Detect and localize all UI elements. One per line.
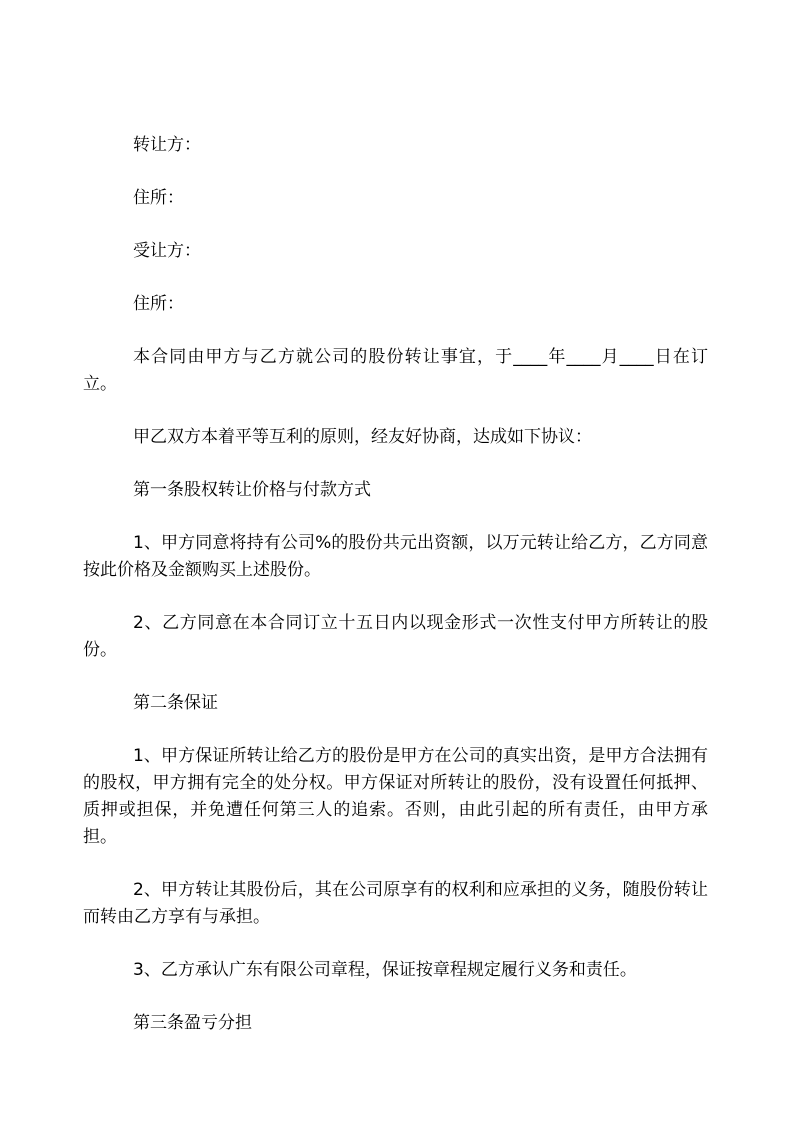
article-1-clause-1: 1、甲方同意将持有公司%的股份共元出资额，以万元转让给乙方，乙方同意按此价格及金额购买上述股份。: [83, 533, 708, 580]
transferor-label-line: 转让方：: [133, 135, 201, 155]
contract-intro-line: 本合同由甲方与乙方就公司的股份转让事宜，于____年____月____日在订立。: [83, 347, 708, 394]
article-2-heading: 第二条保证: [133, 693, 218, 713]
transferee-address-line: 住所：: [133, 294, 184, 314]
article-3-heading: 第三条盈亏分担: [133, 1013, 252, 1033]
agreement-preamble-line: 甲乙双方本着平等互利的原则，经友好协商，达成如下协议：: [133, 427, 592, 447]
article-2-clause-1: 1、甲方保证所转让给乙方的股份是甲方在公司的真实出资，是甲方合法拥有的股权，甲方拥有完全的处分权。甲方保证对所转让的股份，没有设置任何抵押、质押或担保，并免遭任何第三人的追索。否则，由此引起的所有责任，由甲方承担。: [83, 746, 708, 847]
article-1-heading: 第一条股权转让价格与付款方式: [133, 480, 371, 500]
article-1-clause-2: 2、乙方同意在本合同订立十五日内以现金形式一次性支付甲方所转让的股份。: [83, 613, 708, 660]
article-2-clause-2: 2、甲方转让其股份后，其在公司原享有的权利和应承担的义务，随股份转让而转由乙方享有与承担。: [83, 880, 708, 927]
transferee-label-line: 受让方：: [133, 241, 201, 261]
transferor-address-line: 住所：: [133, 188, 184, 208]
article-2-clause-3: 3、乙方承认广东有限公司章程，保证按章程规定履行义务和责任。: [133, 960, 637, 980]
